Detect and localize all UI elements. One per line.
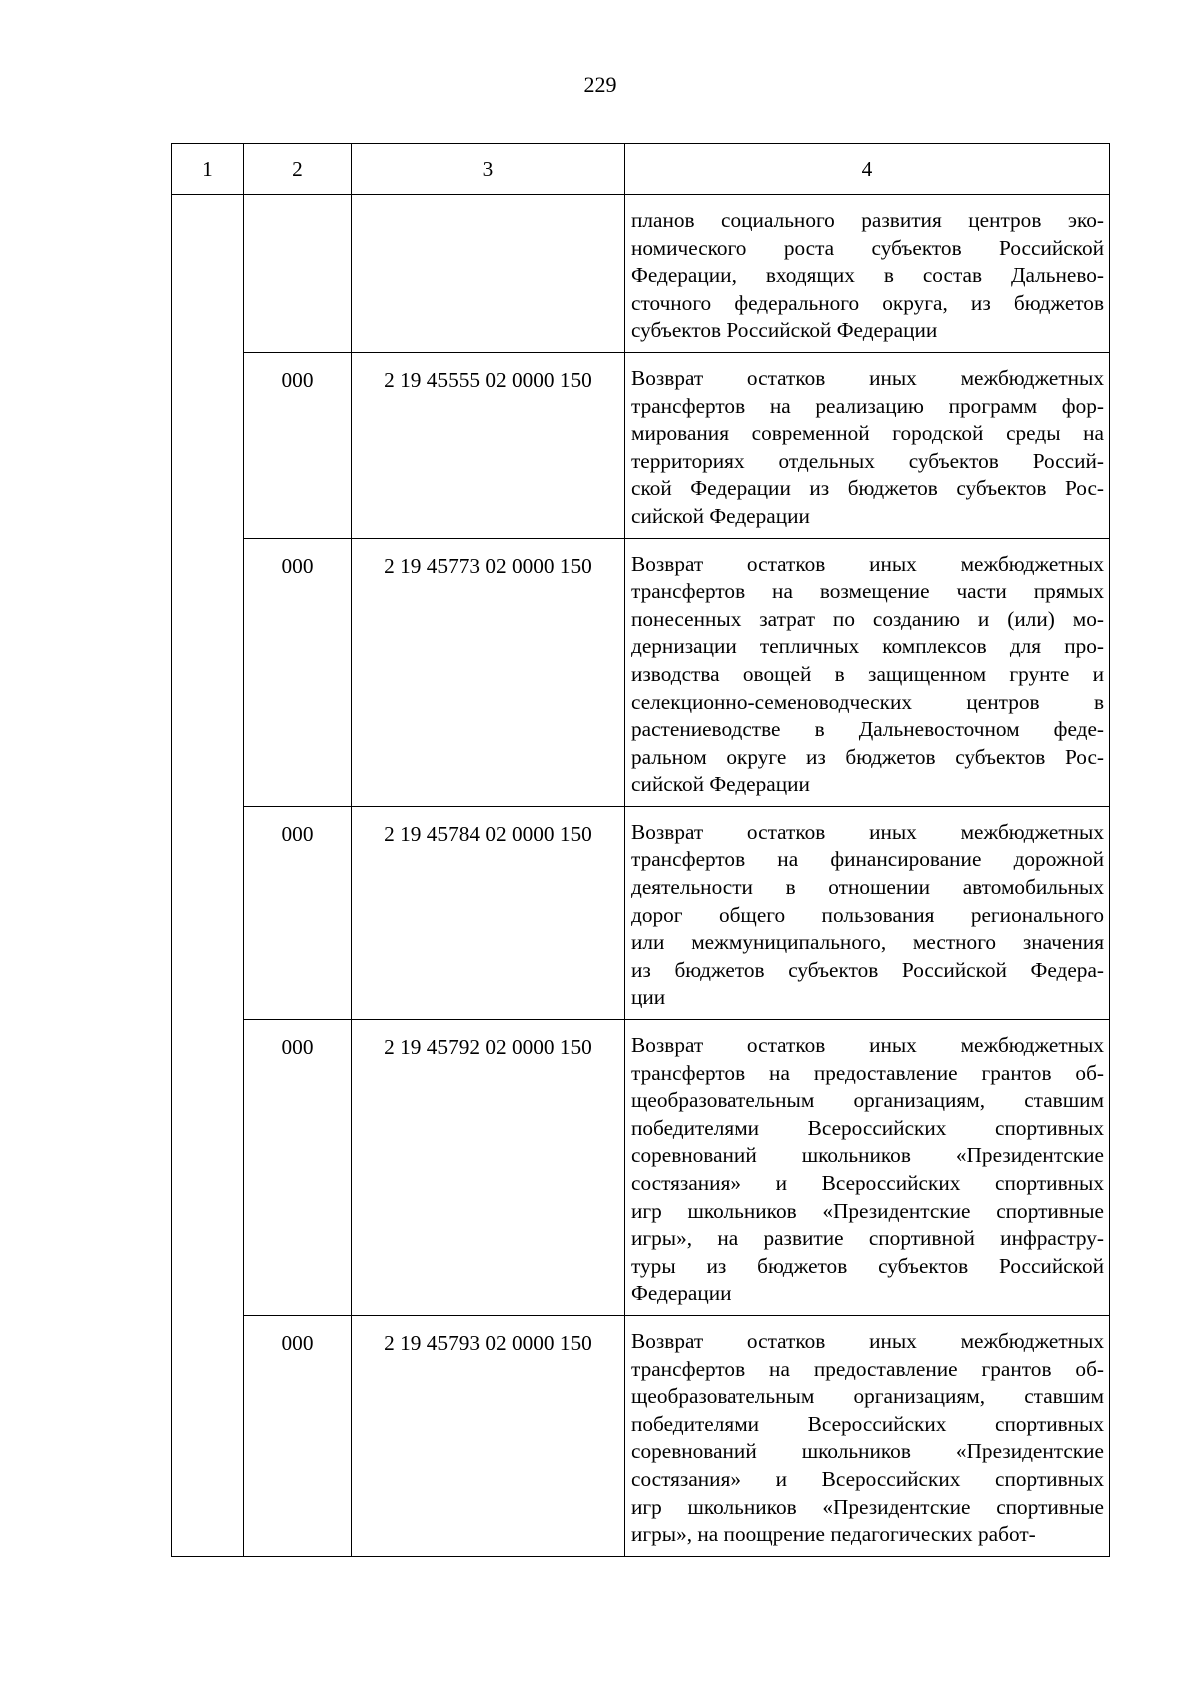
description-line: Возврат остатков иных межбюджетных — [631, 551, 1104, 576]
budget-code-cell: 2 19 45793 02 0000 150 — [352, 1315, 625, 1556]
admin-code-cell: 000 — [244, 806, 352, 1019]
description-line: щеобразовательным организациям, ставшим — [631, 1088, 1104, 1113]
budget-code-cell: 2 19 45792 02 0000 150 — [352, 1020, 625, 1316]
description-line: Возврат остатков иных межбюджетных — [631, 365, 1104, 390]
description-line: сийской Федерации — [631, 772, 810, 797]
header-col-2: 2 — [244, 144, 352, 195]
description-cell — [625, 538, 1110, 806]
page-number: 229 — [583, 72, 617, 97]
admin-code-cell: 000 — [244, 538, 352, 806]
description-line: игр школьников «Президентские спортивные — [631, 1198, 1104, 1223]
description-line: состязания» и Всероссийских спортивных — [631, 1466, 1104, 1491]
description-line: соревнований школьников «Президентские — [631, 1439, 1104, 1464]
description-line: победителями Всероссийских спортивных — [631, 1411, 1104, 1436]
description-line: щеобразовательным организациям, ставшим — [631, 1384, 1104, 1409]
table-row — [172, 538, 1110, 806]
description-cell — [625, 1020, 1110, 1316]
description-line: территориях отдельных субъектов Россий- — [631, 448, 1104, 473]
description-line: Возврат остатков иных межбюджетных — [631, 819, 1104, 844]
header-col-1: 1 — [172, 144, 244, 195]
description-line: номического роста субъектов Российской — [631, 235, 1104, 260]
budget-code-table — [171, 143, 1110, 1557]
description-line: игр школьников «Президентские спортивные — [631, 1494, 1104, 1519]
table-header-row — [172, 144, 1110, 195]
description-line: мирования современной городской среды на — [631, 421, 1104, 446]
table-row — [172, 806, 1110, 1019]
table-row — [172, 195, 1110, 353]
description-line: трансфертов на предоставление грантов об- — [631, 1060, 1104, 1085]
header-col-4: 4 — [625, 144, 1110, 195]
description-line: планов социального развития центров эко- — [631, 208, 1104, 232]
description-line: изводства овощей в защищенном грунте и — [631, 661, 1104, 686]
description-line: понесенных затрат по созданию и (или) мо- — [631, 606, 1104, 631]
description-line: туры из бюджетов субъектов Российской — [631, 1253, 1104, 1278]
description-line: ральном округе из бюджетов субъектов Рос- — [631, 744, 1104, 769]
description-line: Федерации — [631, 1281, 732, 1306]
description-line: трансфертов на финансирование дорожной — [631, 847, 1104, 872]
description-line: ской Федерации из бюджетов субъектов Рос- — [631, 476, 1104, 501]
description-line: Федерации, входящих в состав Дальнево- — [631, 263, 1104, 288]
budget-code-cell — [352, 195, 625, 353]
description-line: или межмуниципального, местного значения — [631, 930, 1104, 955]
header-col-3: 3 — [352, 144, 625, 195]
description-line: трансфертов на возмещение части прямых — [631, 579, 1104, 604]
budget-code-cell: 2 19 45784 02 0000 150 — [352, 806, 625, 1019]
description-line: Возврат остатков иных межбюджетных — [631, 1033, 1104, 1058]
description-line: деятельности в отношении автомобильных — [631, 875, 1104, 900]
description-cell — [625, 806, 1110, 1019]
description-line: Возврат остатков иных межбюджетных — [631, 1328, 1104, 1353]
description-cell — [625, 195, 1110, 353]
description-cell — [625, 1315, 1110, 1556]
admin-code-cell — [244, 195, 352, 353]
description-line: игры», на развитие спортивной инфрастру- — [631, 1226, 1104, 1251]
description-line: сийской Федерации — [631, 503, 810, 528]
description-line: победителями Всероссийских спортивных — [631, 1115, 1104, 1140]
admin-code-cell: 000 — [244, 1315, 352, 1556]
budget-code-cell: 2 19 45555 02 0000 150 — [352, 352, 625, 538]
admin-code-cell: 000 — [244, 1020, 352, 1316]
budget-code-cell: 2 19 45773 02 0000 150 — [352, 538, 625, 806]
description-line: селекционно-семеноводческих центров в — [631, 689, 1104, 714]
table-row — [172, 1315, 1110, 1556]
description-line: субъектов Российской Федерации — [631, 318, 938, 343]
table-row — [172, 1020, 1110, 1316]
description-line: дернизации тепличных комплексов для про- — [631, 634, 1104, 659]
description-line: соревнований школьников «Президентские — [631, 1143, 1104, 1168]
table-row — [172, 352, 1110, 538]
description-line: трансфертов на предоставление грантов об- — [631, 1356, 1104, 1381]
description-line: сточного федерального округа, из бюджетов — [631, 290, 1104, 315]
description-line: игры», на поощрение педагогических работ- — [631, 1522, 1036, 1547]
admin-code-cell: 000 — [244, 352, 352, 538]
description-line: из бюджетов субъектов Российской Федера- — [631, 957, 1104, 982]
col-1-merged-cell — [172, 195, 244, 1557]
description-line: растениеводстве в Дальневосточном феде- — [631, 717, 1104, 742]
description-line: ции — [631, 985, 666, 1010]
description-line: состязания» и Всероссийских спортивных — [631, 1171, 1104, 1195]
description-line: трансфертов на реализацию программ фор- — [631, 393, 1104, 418]
description-line: дорог общего пользования регионального — [631, 902, 1104, 927]
description-cell — [625, 352, 1110, 538]
